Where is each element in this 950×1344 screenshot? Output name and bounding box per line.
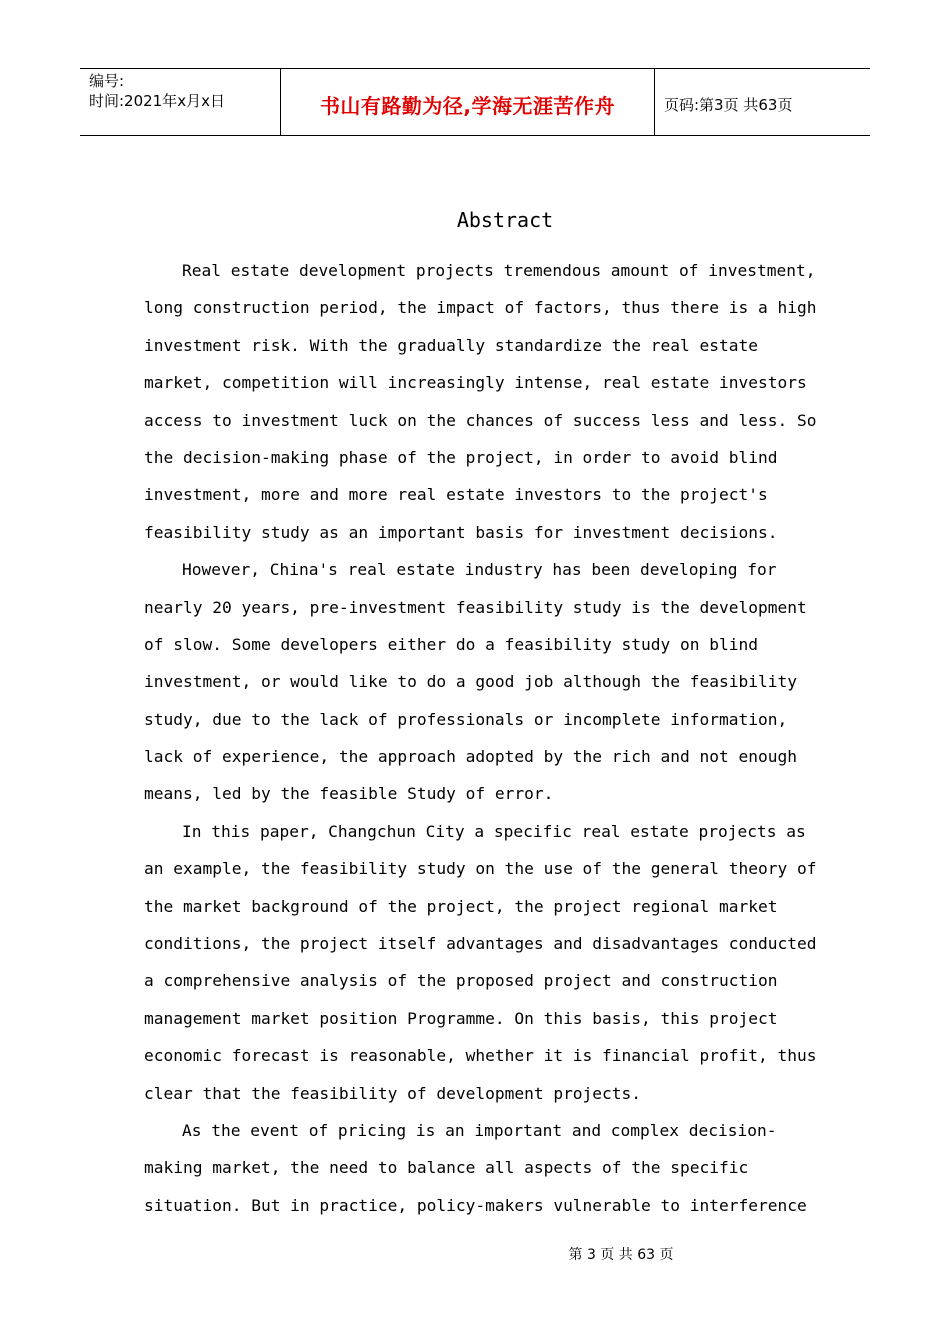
header-page-info-cell [655,69,870,135]
text-line: clear that the feasibility of development projects. [144,1083,642,1103]
header-motto: 书山有路勤为径,学海无涯苦作舟 [319,93,616,118]
header-page-info: 页码:第3页 共63页 [664,95,793,114]
text-line: investment risk. With the gradually standardize the real estate [144,335,758,355]
page-footer: 第 3 页 共 63 页 [568,1247,674,1263]
document-date: 时间:2021年x月x日 [89,92,225,110]
text-line: a comprehensive analysis of the proposed project and construction [144,971,778,991]
text-line: As the event of pricing is an important and complex decision- [182,1120,777,1140]
text-line: study, due to the lack of professionals or incomplete information, [144,709,788,729]
text-line: making market, the need to balance all aspects of the specific [144,1158,749,1178]
text-line: an example, the feasibility study on the use of the general theory of [144,859,817,879]
abstract-body [144,252,824,1224]
text-line: investment, or would like to do a good job although the feasibility [144,672,797,692]
text-line: situation. But in practice, policy-makers vulnerable to interference [144,1195,807,1215]
document-header [80,68,870,136]
text-line: access to investment luck on the chances of success less and less. So [144,410,817,430]
text-line: of slow. Some developers either do a feasibility study on blind [144,634,758,654]
text-line: means, led by the feasible Study of error. [144,784,554,804]
text-line: conditions, the project itself advantages and disadvantages conducted [144,934,817,954]
text-line: investment, more and more real estate investors to the project's [144,485,768,505]
text-line: However, China's real estate industry has been developing for [182,560,777,580]
header-meta [80,69,281,135]
text-line: Real estate development projects tremendous amount of investment, [182,261,816,280]
text-line: management market position Programme. On this basis, this project [144,1008,778,1028]
text-line: market, competition will increasingly intense, real estate investors [144,373,807,393]
text-line: long construction period, the impact of factors, thus there is a high [144,298,817,318]
document-number-label: 编号: [89,72,125,90]
text-line: lack of experience, the approach adopted by the rich and not enough [144,747,797,767]
header-motto-cell [281,69,655,135]
text-line: In this paper, Changchun City a specific real estate projects as [182,821,806,841]
text-line: nearly 20 years, pre-investment feasibility study is the development [144,597,807,617]
text-line: economic forecast is reasonable, whether it is financial profit, thus [144,1046,817,1066]
abstract-title: Abstract [456,208,554,232]
text-line: the decision-making phase of the project, in order to avoid blind [144,447,778,467]
text-line: the market background of the project, the project regional market [144,896,778,916]
text-line: feasibility study as an important basis for investment decisions. [144,522,778,542]
